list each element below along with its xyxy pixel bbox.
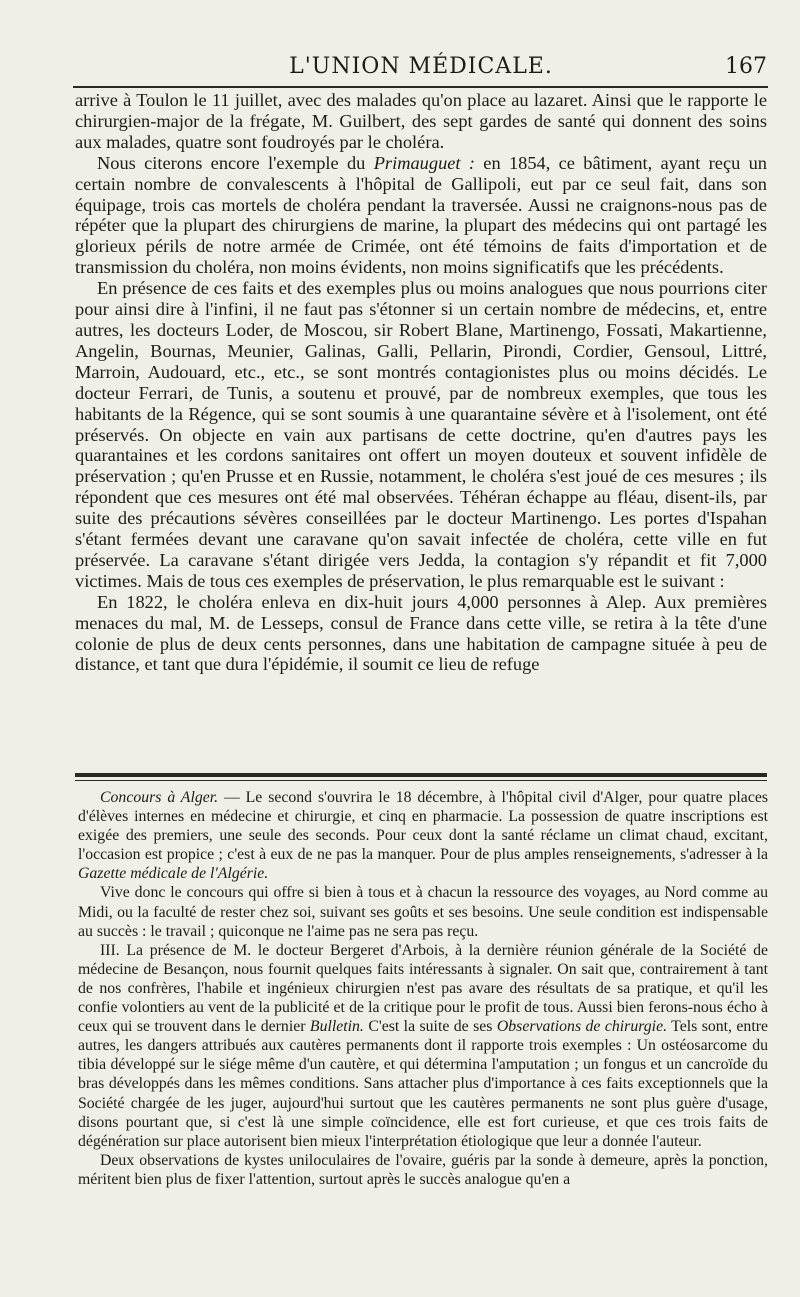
header-rule [73, 86, 768, 88]
note-kystes: Deux observations de kystes uniloculaires de l'ovaire, guéris par la sonde à demeure, après la ponction, méritent bien plus de fixer l'attention, surtout après le succès analogue qu'en a [78, 1151, 768, 1188]
paragraph-alep: En 1822, le choléra enleva en dix-huit jours 4,000 personnes à Alep. Aux premières menaces du mal, M. de Lesseps, consul de France dans cette ville, se retira à la tête d'une colonie de plus de deux cents personnes, dans une habitation de campagne située à peu de distance, et tant que dura l'épidémie, il soumit ce lieu de refuge [75, 591, 767, 675]
bulletin-title: Bulletin. [309, 1018, 364, 1036]
note-concours-body: — Le second s'ouvrira le 18 décembre, à l'hôpital civil d'Alger, pour quatre places d'élèves internes en médecine et chirurgie, et cinq en pharmacie. La possession de quatre inscriptions est exigée des premiers, une seule des seconds. Pour ceux dont la santé réclame un climat chaud, excitant, l'occasion est propice ; c'est à eux de ne pas la manquer. Pour de plus amples renseignements, s'adresser à la [78, 789, 768, 864]
note-concours-alger [78, 788, 768, 883]
note-bergeret-mid: C'est la suite de ses [363, 1018, 497, 1036]
page-number: 167 [725, 54, 767, 79]
paragraph-contagionistes: En présence de ces faits et des exemples plus ou moins analogues que nous pourrions citer pour ainsi dire à l'infini, il ne faut pas s'étonner si un certain nombre de médecins, et, entre autres, les docteurs Loder, de Moscou, sir Robert Blane, Martinengo, Fossati, Makartienne, Angelin, Bournas, Meunier, Galinas, Galli, Pellarin, Pirondi, Cordier, Gensoul, Littré, Marroin, Audouard, etc., etc., se sont montrés contagionistes plus ou moins décidés. Le docteur Ferrari, de Tunis, a soutenu et prouvé, par de nombreux exemples, que tous les habitants de la Régence, qui se sont soumis à une quarantaine sévère et à l'isolement, ont été préservés. On objecte en vain aux partisans de cette doctrine, qu'en d'autres pays les quarantaines et les cordons sanitaires ont offert un moyen douteux et souvent infidèle de préservation ; qu'en Prusse et en Russie, notamment, le choléra s'est joué de ces mesures ; ils répondent que ces mesures ont été mal observées. Téhéran échappe au fléau, disent-ils, par suite des précautions sévères conseillées par le docteur Martinengo. Les portes d'Ispahan s'étant fermées devant une caravane qu'on savait infectée de choléra, cette ville en fut préservée. La caravane s'étant dirigée vers Jedda, la contagion s'y répandit et fit 7,000 victimes. Mais de tous ces exemples de préservation, le plus remarquable est le suivant : [75, 278, 767, 591]
paragraph-primauguet-start: Nous citerons encore l'exemple du [97, 152, 374, 173]
note-title: Concours à Alger. [100, 789, 219, 806]
ship-name: Primauguet : [373, 152, 475, 173]
paragraph-primauguet-rest: en 1854, ce bâtiment, ayant reçu un certain nombre de convalescents à l'hôpital de Gallipoli, eut par ce seul fait, dans son équipage, trois cas mortels de choléra pendant la traversée. Aussi ne craignons-nous pas de répéter que la plupart des chirurgiens de marine, la plupart des médecins qui ont partagé les glorieux périls de notre armée de Crimée, ont été témoins de faits d'importation et de transmission du choléra, non moins évidents, non moins significatifs que les précédents. [75, 152, 768, 278]
note-bergeret-start: III. La présence de M. le docteur Bergeret d'Arbois, à la dernière réunion générale de la Société de médecine de Besançon, nous fournit quelques faits intéressants à signaler. On sait que, contrairement à tant de nos confrères, l'habile et ingénieux chirurgien n'est pas avare des résultats de sa pratique, et qu'il les confie volontiers au vent de la publicité et de la critique pour le profit de tous. Aussi bien ferons-nous écho à ceux qui se trouvent dans le dernier [78, 941, 768, 1036]
observations-title: Observations de chirurgie. [496, 1018, 668, 1036]
main-text [75, 90, 767, 675]
section-separator-thick [75, 773, 767, 777]
gazette-title: Gazette médicale de l'Algérie. [78, 865, 269, 883]
note-vive-concours: Vive donc le concours qui offre si bien à tous et à chacun la ressource des voyages, au Nord comme au Midi, ou la faculté de rester chez soi, suivant ses goûts et ses besoins. Une seule condition est indispensable au succès : le travail ; quiconque ne l'aime pas ne sera pas reçu. [78, 884, 768, 940]
paragraph-toulon: arrive à Toulon le 11 juillet, avec des malades qu'on place au lazaret. Ainsi que le rapporte le chirurgien-major de la frégate, M. Guilbert, des sept gardes de santé qui donnent des soins aux malades, quatre sont foudroyés par le choléra. [75, 90, 767, 152]
feuilleton-text [78, 788, 768, 1189]
note-bergeret [78, 941, 768, 1151]
running-title: L'UNION MÉDICALE. [289, 54, 553, 79]
section-separator-thin [75, 780, 767, 781]
page-header [75, 46, 767, 86]
note-bergeret-rest: Tels sont, entre autres, les dangers attribués aux cautères permanents dont il rapporte trois exemples : Un ostéosarcome du tibia développé sur le siége même d'un cautère, et qui détermina l'amputation ; un fongus et un cancroïde du bras développés dans les mêmes conditions. Sans attacher plus d'importance à ces faits exceptionnels que la Société chargée de les juger, aujourd'hui surtout que les cautères permanents ne sont plus guère d'usage, disons pourtant que, si c'est là une simple coïncidence, elle est fort curieuse, et que ces trois faits de dégénération sur place autorisent bien mieux l'interprétation étiologique que leur a donnée l'auteur. [78, 1018, 768, 1150]
paragraph-primauguet [75, 153, 767, 278]
